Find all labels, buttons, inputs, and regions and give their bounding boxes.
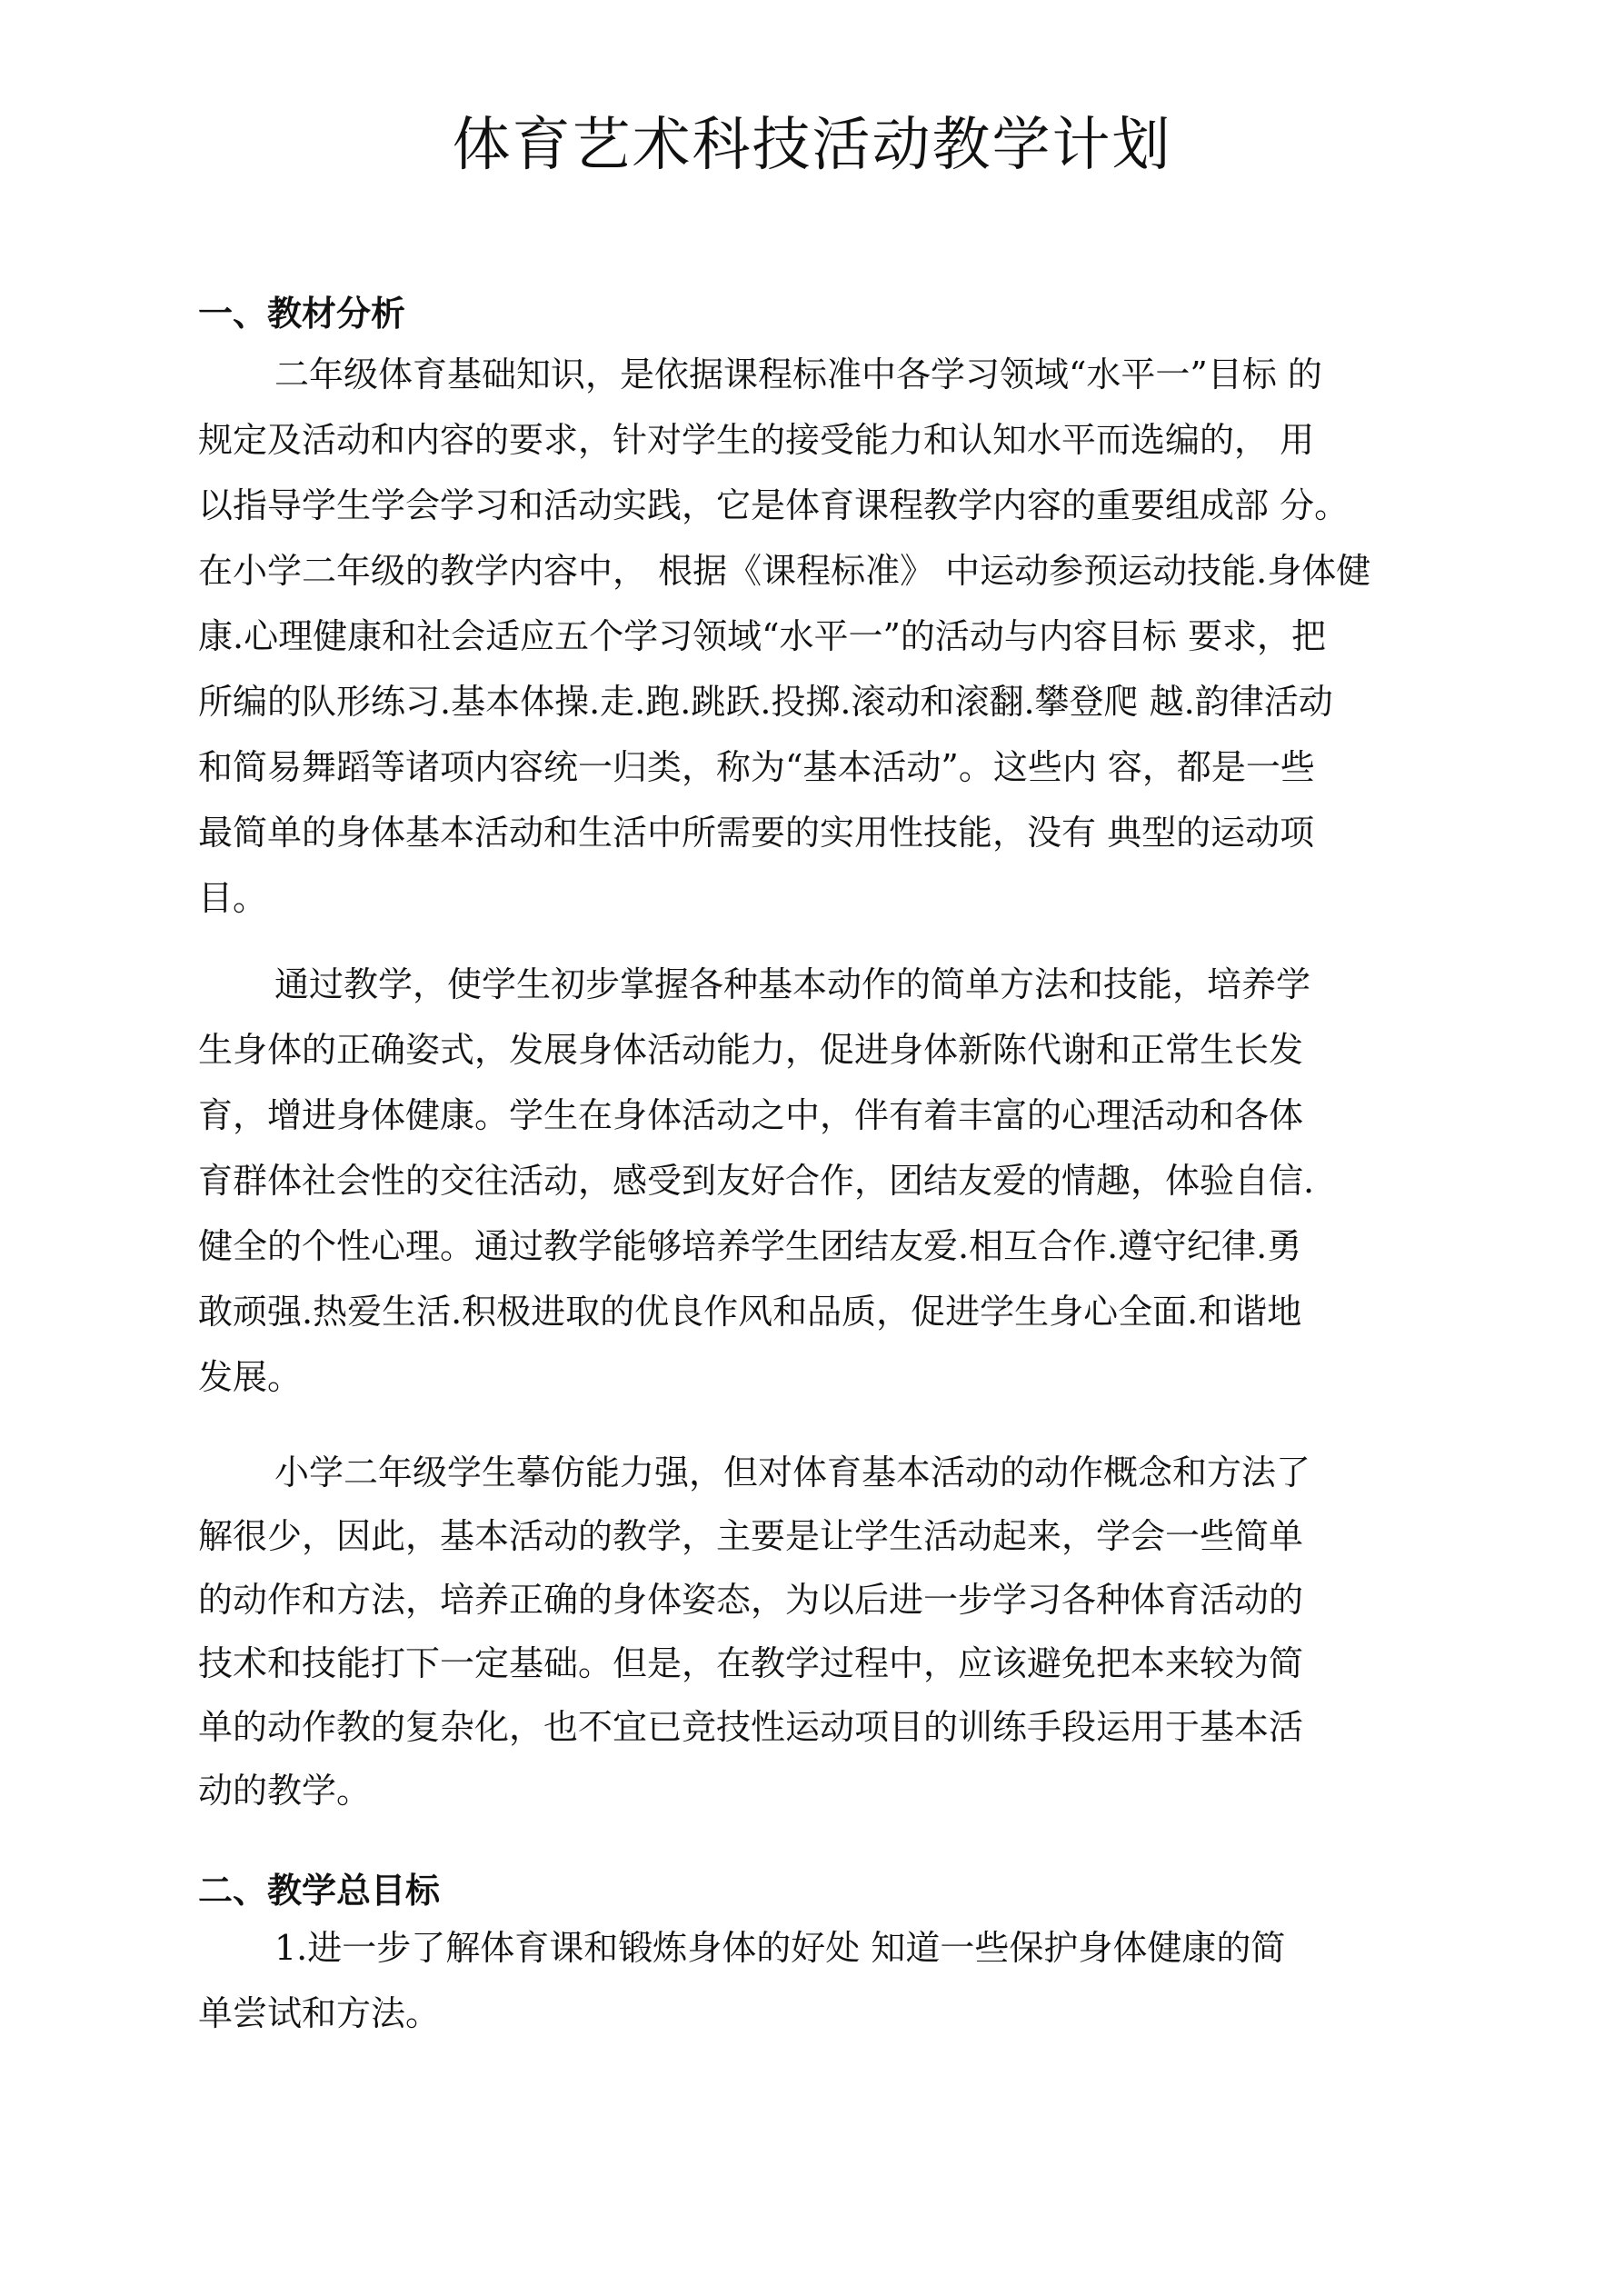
paragraph-line: 的动作和方法，培养正确的身体姿态，为以后进一步学习各种体育活动的 [198, 1580, 1304, 1620]
paragraph-line: 二年级体育基础知识，是依据课程标准中各学习领域“水平一”目标 的 [274, 354, 1322, 394]
paragraph-line: 健全的个性心理。通过教学能够培养学生团结友爱.相互合作.遵守纪律.勇 [198, 1226, 1302, 1266]
paragraph-line: 1.进一步了解体育课和锻炼身体的好处 知道一些保护身体健康的简 [274, 1928, 1286, 1968]
paragraph-line: 敢顽强.热爱生活.积极进取的优良作风和品质，促进学生身心全面.和谐地 [198, 1292, 1302, 1332]
paragraph-student-characteristics [198, 1441, 1480, 1822]
paragraph-line: 以指导学生学会学习和活动实践，它是体育课程教学内容的重要组成部 分。 [198, 485, 1350, 525]
paragraph-line: 目。 [198, 878, 268, 918]
paragraph-line: 单尝试和方法。 [198, 1993, 441, 2033]
paragraph-line: 在小学二年级的教学内容中， 根据《课程标准》 中运动参预运动技能.身体健 [198, 551, 1371, 591]
paragraph-line: 生身体的正确姿式，发展身体活动能力，促进身体新陈代谢和正常生长发 [198, 1030, 1304, 1070]
paragraph-line: 所编的队形练习.基本体操.走.跑.跳跃.投掷.滚动和滚翻.攀登爬 越.韵律活动 [198, 682, 1333, 722]
paragraph-line: 通过教学，使学生初步掌握各种基本动作的简单方法和技能，培养学 [274, 964, 1311, 1004]
paragraph-line: 单的动作教的复杂化，也不宜已竞技性运动项目的训练手段运用于基本活 [198, 1707, 1304, 1747]
paragraph-line: 规定及活动和内容的要求，针对学生的接受能力和认知水平而选编的， 用 [198, 420, 1315, 460]
paragraph-line: 和简易舞蹈等诸项内容统一归类，称为“基本活动”。这些内 容，都是一些 [198, 747, 1315, 787]
paragraph-line: 小学二年级学生摹仿能力强，但对体育基本活动的动作概念和方法了 [274, 1452, 1311, 1492]
paragraph-line: 发展。 [198, 1357, 303, 1397]
paragraph-line: 解很少，因此，基本活动的教学，主要是让学生活动起来，学会一些简单 [198, 1516, 1304, 1556]
section-heading-overall-goals: 二、教学总目标 [198, 1871, 441, 1911]
paragraph-textbook-intro [198, 342, 1480, 931]
paragraph-line: 动的教学。 [198, 1771, 372, 1811]
paragraph-line: 育群体社会性的交往活动，感受到友好合作，团结友爱的情趣，体验自信. [198, 1161, 1315, 1201]
document-title: 体育艺术科技活动教学计划 [452, 112, 1172, 179]
section-heading-textbook-analysis: 一、教材分析 [198, 294, 406, 334]
paragraph-line: 技术和技能打下一定基础。但是，在教学过程中，应该避免把本来较为简 [198, 1643, 1304, 1683]
paragraph-line: 康.心理健康和社会适应五个学习领域“水平一”的活动与内容目标 要求，把 [198, 616, 1327, 656]
paragraph-goal-item-1 [198, 1915, 1480, 2046]
paragraph-line: 最简单的身体基本活动和生活中所需要的实用性技能，没有 典型的运动项 [198, 813, 1315, 853]
paragraph-line: 育，增进身体健康。学生在身体活动之中，伴有着丰富的心理活动和各体 [198, 1095, 1304, 1135]
paragraph-teaching-goals-intro [198, 952, 1480, 1410]
